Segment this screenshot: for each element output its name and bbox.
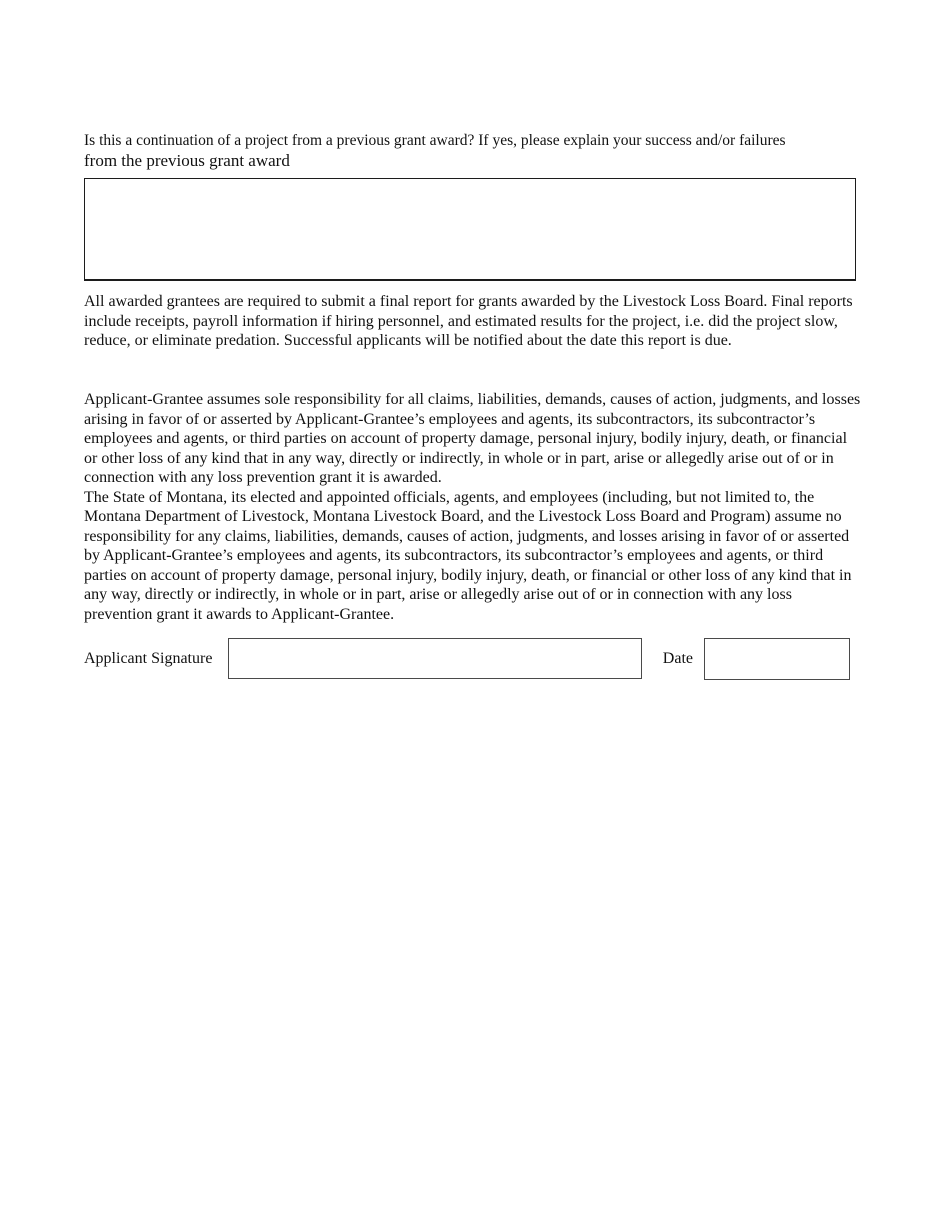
liability-section xyxy=(84,390,864,624)
date-input[interactable] xyxy=(704,638,850,680)
explanation-textarea[interactable] xyxy=(84,178,856,281)
final-report-paragraph: All awarded grantees are required to submit a final report for grants awarded by the Livestock Loss Board. Final reports include receipts, payroll information if hiring personnel, and estimated results for the project, i.e. did the project slow, reduce, or eliminate predation. Successful applicants will be notified about the date this report is due. xyxy=(84,293,853,349)
continuation-question-text-line2: from the previous grant award xyxy=(84,151,290,170)
signature-row xyxy=(84,636,850,681)
continuation-question-text-line1: Is this a continuation of a project from a previous grant award? If yes, please explain your success and/or failures xyxy=(84,132,786,149)
liability-paragraph-1: Applicant-Grantee assumes sole responsibility for all claims, liabilities, demands, causes of action, judgments, and losses arising in favor of or asserted by Applicant-Grantee’s employees and agents, its subcontractors, its subcontractor’s employees and agents, or third parties on account of property damage, personal injury, bodily injury, death, or financial or other loss of any kind that in any way, directly or indirectly, in whole or in part, arise or allegedly arise out of or in connection with any loss prevention grant it is awarded. xyxy=(84,391,861,486)
applicant-signature-input[interactable] xyxy=(228,638,642,679)
date-label: Date xyxy=(662,649,693,667)
liability-paragraph-2: The State of Montana, its elected and appointed officials, agents, and employees (including, but not limited to, the Montana Department of Livestock, Montana Livestock Board, and the Livestock Loss Board and Program) assume no responsibility for any claims, liabilities, demands, causes of action, judgments, and losses arising in favor of or asserted by Applicant-Grantee’s employees and agents, its subcontractors, its subcontractor’s employees and agents, or third parties on account of property damage, personal injury, bodily injury, death, or financial or other loss of any kind that in any way, directly or indirectly, in whole or in part, arise or allegedly arise out of or in connection with any loss prevention grant it awards to Applicant-Grantee. xyxy=(84,488,852,623)
applicant-signature-label: Applicant Signature xyxy=(84,649,213,667)
